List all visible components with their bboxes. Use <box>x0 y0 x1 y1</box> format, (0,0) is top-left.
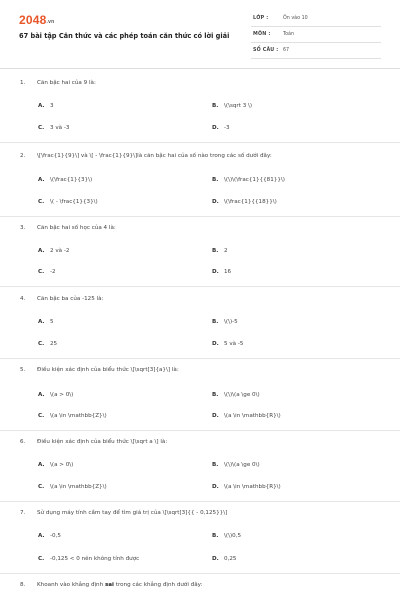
logo-main: 2048 <box>19 13 47 27</box>
option-b[interactable]: B. 2 <box>212 248 228 254</box>
option-d[interactable]: D. \(\frac{1}{{18}}\) <box>212 199 277 205</box>
option-d[interactable]: D. \(a \in \mathbb{R}\) <box>212 413 281 419</box>
question-number: 6. <box>20 439 26 445</box>
question-number: 1. <box>20 80 26 86</box>
document-title: 67 bài tập Căn thức và các phép toán căn thức có lời giải <box>19 32 230 40</box>
meta-info-box <box>251 14 381 62</box>
question-text: Điều kiện xác định của biểu thức \[\sqrt a \] là: <box>37 439 168 445</box>
option-b[interactable]: B. \(\)0,5 <box>212 533 242 539</box>
meta-label: SỐ CÂU : <box>253 48 279 53</box>
option-a[interactable]: A. 3 <box>38 103 54 109</box>
option-b[interactable]: B. \(\sqrt 3 \) <box>212 103 253 109</box>
option-c[interactable]: C. \(a \in \mathbb{Z}\) <box>38 484 107 490</box>
question-number: 4. <box>20 296 26 302</box>
option-c[interactable]: C. -0,125 < 0 nên không tính được <box>38 556 140 562</box>
meta-value: Toán <box>283 32 295 37</box>
question-divider <box>0 216 400 217</box>
question-text: Sử dụng máy tính cầm tay để tìm giá trị của \[\sqrt[3]{{ - 0,125}}\] <box>37 510 228 516</box>
question-text: Căn bậc hai của 9 là: <box>37 80 96 86</box>
meta-value: Ôn vào 10 <box>283 16 308 21</box>
question-divider <box>0 358 400 359</box>
question-text: \[\frac{1}{9}\] và \[ - \frac{1}{9}\]là căn bậc hai của số nào trong các số dưới đây: <box>37 153 272 159</box>
question-number: 3. <box>20 225 26 231</box>
option-d[interactable]: D. \(a \in \mathbb{R}\) <box>212 484 281 490</box>
question-divider <box>0 286 400 287</box>
option-a[interactable]: A. \(a > 0\) <box>38 392 74 398</box>
question-number: 8. <box>20 582 26 588</box>
option-a[interactable]: A. -0,5 <box>38 533 61 539</box>
option-c[interactable]: C. -2 <box>38 269 56 275</box>
logo-tld: .vn <box>46 19 55 25</box>
option-a[interactable]: A. 5 <box>38 319 54 325</box>
option-a[interactable]: A. 2 và -2 <box>38 248 70 254</box>
document-header <box>0 0 400 64</box>
meta-label: MÔN : <box>253 32 271 37</box>
option-a[interactable]: A. \(a > 0\) <box>38 462 74 468</box>
question-divider <box>0 430 400 431</box>
question-text: Điều kiện xác định của biểu thức \[\sqrt[3]{a}\] là: <box>37 367 179 373</box>
question-text-pre: Khoanh vào khẳng định <box>37 582 105 588</box>
option-b[interactable]: B. \(\)-5 <box>212 319 238 325</box>
question-number: 7. <box>20 510 26 516</box>
option-d[interactable]: D. 5 và -5 <box>212 341 244 347</box>
question-text: Căn bậc hai số học của 4 là: <box>37 225 116 231</box>
option-c[interactable]: C. \(a \in \mathbb{Z}\) <box>38 413 107 419</box>
meta-row-class <box>251 14 381 27</box>
option-d[interactable]: D. -3 <box>212 125 230 131</box>
option-c[interactable]: C. \( - \frac{1}{3}\) <box>38 199 98 205</box>
question-text-emphasis: sai <box>104 582 114 588</box>
question-text: Căn bậc ba của -125 là: <box>37 296 104 302</box>
option-a[interactable]: A. \(\frac{1}{3}\) <box>38 177 93 183</box>
question-divider <box>0 501 400 502</box>
header-divider <box>0 68 400 69</box>
option-d[interactable]: D. 16 <box>212 269 232 275</box>
question-number: 2. <box>20 153 26 159</box>
question-number: 5. <box>20 367 26 373</box>
option-c[interactable]: C. 3 và -3 <box>38 125 70 131</box>
meta-row-question-count <box>251 46 381 59</box>
option-d[interactable]: D. 0,25 <box>212 556 237 562</box>
question-divider <box>0 142 400 143</box>
option-b[interactable]: B. \(\)\(a \ge 0\) <box>212 462 260 468</box>
question-text-post: trong các khẳng định dưới đây: <box>113 582 203 588</box>
site-logo[interactable] <box>19 13 54 27</box>
option-c[interactable]: C. 25 <box>38 341 58 347</box>
meta-label: LỚP : <box>253 16 269 21</box>
question-text <box>37 582 202 588</box>
option-b[interactable]: B. \(\)\(a \ge 0\) <box>212 392 260 398</box>
meta-row-subject <box>251 30 381 43</box>
question-divider <box>0 573 400 574</box>
option-b[interactable]: B. \(\)\(\frac{1}{{81}}\) <box>212 177 285 183</box>
meta-value: 67 <box>283 48 290 53</box>
